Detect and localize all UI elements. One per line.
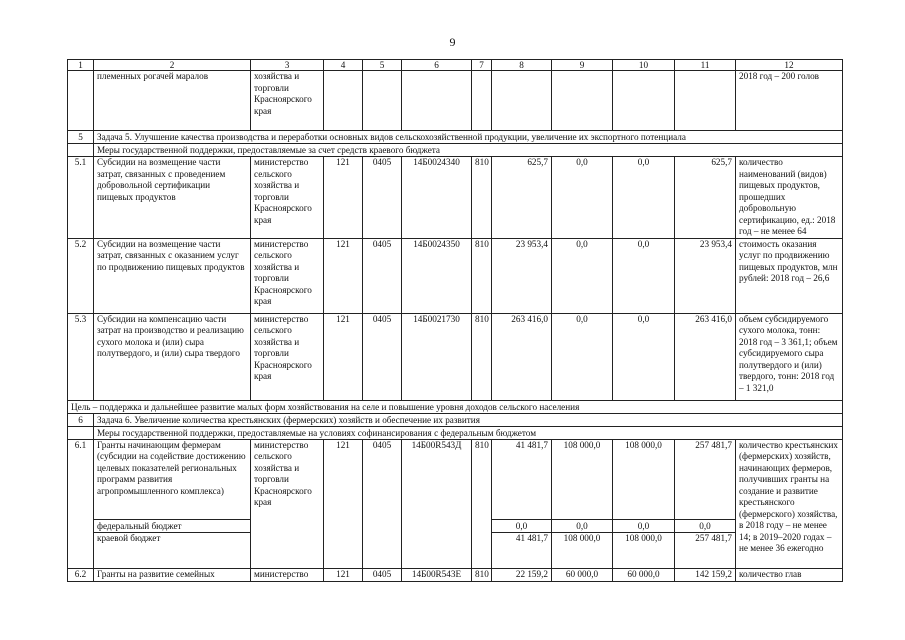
col-header: 1 xyxy=(68,60,94,71)
fed-2018: 0,0 xyxy=(492,519,552,532)
value-2019: 60 000,0 xyxy=(552,568,613,581)
table-row xyxy=(68,313,843,400)
value-total: 257 481,7 xyxy=(675,439,736,519)
table-row xyxy=(68,157,843,239)
fed-2020: 0,0 xyxy=(613,519,675,532)
value-2020: 60 000,0 xyxy=(613,568,675,581)
csr-code: 14Б0024340 xyxy=(402,157,472,239)
executor: министерство xyxy=(251,568,324,581)
measure-name: Субсидии на возмещение части затрат, связанных с проведением добровольной сертификации пищевых продуктов xyxy=(94,157,251,239)
budget-label: краевой бюджет xyxy=(94,532,251,568)
value-total: 625,7 xyxy=(675,157,736,239)
csr-code: 14Б00R543Д xyxy=(402,439,472,568)
measures-row xyxy=(68,426,843,439)
measures-title: Меры государственной поддержки, предоставляемые за счет средств краевого бюджета xyxy=(94,144,843,157)
reg-2019: 108 000,0 xyxy=(552,532,613,568)
budget-label: федеральный бюджет xyxy=(94,519,251,532)
table-row xyxy=(68,71,843,131)
expected-result: количество наименований (видов) пищевых продуктов, прошедших добровольную сертификацию, ед.: 2018 год – не менее 64 xyxy=(736,157,843,239)
value-2020: 0,0 xyxy=(613,157,675,239)
value-2018: 263 416,0 xyxy=(492,313,552,400)
executor: министерство сельского хозяйства и торговли Красноярского края xyxy=(251,238,324,313)
grbs-code: 121 xyxy=(324,157,363,239)
value-2018: 41 481,7 xyxy=(492,439,552,519)
section-row xyxy=(68,131,843,144)
expected-result: количество крестьянских (фермерских) хозяйств, начинающих фермеров, получивших гранты на создание и развитие крестьянского (фермерского) хозяйства, в 2018 году – не менее 14; в 2019–2020 годах – не менее 36 ежегодно xyxy=(736,439,843,568)
value-total: 23 953,4 xyxy=(675,238,736,313)
measures-title: Меры государственной поддержки, предоставляемые на условиях софинансирования с федеральным бюджетом xyxy=(94,426,843,439)
vr-code: 810 xyxy=(472,313,492,400)
value-2019: 108 000,0 xyxy=(552,439,613,519)
executor: министерство сельского хозяйства и торговли Красноярского края xyxy=(251,313,324,400)
section-row xyxy=(68,413,843,426)
table-row xyxy=(68,568,843,581)
value-2018: 22 159,2 xyxy=(492,568,552,581)
col-header: 10 xyxy=(613,60,675,71)
value-2020: 108 000,0 xyxy=(613,439,675,519)
col-header: 5 xyxy=(363,60,402,71)
col-header: 12 xyxy=(736,60,843,71)
section-title: Задача 6. Увеличение количества крестьянских (фермерских) хозяйств и обеспечение их развития xyxy=(94,413,843,426)
program-table xyxy=(67,59,843,582)
value-total: 142 159,2 xyxy=(675,568,736,581)
grbs-code: 121 xyxy=(324,568,363,581)
value-2020: 0,0 xyxy=(613,313,675,400)
row-number: 6.1 xyxy=(68,439,94,568)
col-header: 3 xyxy=(251,60,324,71)
rzpr-code: 0405 xyxy=(363,238,402,313)
rzpr-code: 0405 xyxy=(363,439,402,568)
col-header: 7 xyxy=(472,60,492,71)
measure-name: Гранты на развитие семейных xyxy=(94,568,251,581)
goal-title: Цель – поддержка и дальнейшее развитие малых форм хозяйствования на селе и повышение уровня доходов сельского населения xyxy=(68,400,843,413)
table-row xyxy=(68,238,843,313)
grbs-code: 121 xyxy=(324,238,363,313)
csr-code: 14Б0024350 xyxy=(402,238,472,313)
vr-code: 810 xyxy=(472,568,492,581)
executor: министерство сельского хозяйства и торговли Красноярского края xyxy=(251,439,324,568)
measure-name: Гранты начинающим фермерам (субсидии на содействие достижению целевых показателей региональных программ развития агропромышленного комплекса) xyxy=(94,439,251,519)
value-2020: 0,0 xyxy=(613,238,675,313)
row-number: 5.3 xyxy=(68,313,94,400)
grbs-code: 121 xyxy=(324,313,363,400)
csr-code: 14Б00R543Е xyxy=(402,568,472,581)
value-total: 263 416,0 xyxy=(675,313,736,400)
expected-result: количество глав xyxy=(736,568,843,581)
reg-2018: 41 481,7 xyxy=(492,532,552,568)
section-number: 6 xyxy=(68,413,94,426)
grbs-code: 121 xyxy=(324,439,363,568)
value-2018: 625,7 xyxy=(492,157,552,239)
row-number: 5.2 xyxy=(68,238,94,313)
page-number: 9 xyxy=(449,35,456,49)
col-header: 11 xyxy=(675,60,736,71)
executor: хозяйства и торговли Красноярского края xyxy=(251,71,324,131)
measure-name: Субсидии на возмещение части затрат, связанных с оказанием услуг по продвижению пищевых продуктов xyxy=(94,238,251,313)
col-header: 8 xyxy=(492,60,552,71)
measure-name: племенных рогачей маралов xyxy=(94,71,251,131)
row-number: 6.2 xyxy=(68,568,94,581)
row-number: 5.1 xyxy=(68,157,94,239)
section-title: Задача 5. Улучшение качества производства и переработки основных видов сельскохозяйственной продукции, увеличение их экспортного потенциала xyxy=(94,131,843,144)
col-header: 2 xyxy=(94,60,251,71)
col-header: 9 xyxy=(552,60,613,71)
reg-2020: 108 000,0 xyxy=(613,532,675,568)
rzpr-code: 0405 xyxy=(363,568,402,581)
col-header: 4 xyxy=(324,60,363,71)
value-2019: 0,0 xyxy=(552,313,613,400)
expected-result: объем субсидируемого сухого молока, тонн: 2018 год – 3 361,1; объем субсидируемого сыра полутвердого и (или) твердого, тонн: 2018 год – 1 321,0 xyxy=(736,313,843,400)
vr-code: 810 xyxy=(472,439,492,568)
csr-code: 14Б0021730 xyxy=(402,313,472,400)
header-row xyxy=(68,60,843,71)
measures-row xyxy=(68,144,843,157)
fed-2019: 0,0 xyxy=(552,519,613,532)
reg-total: 257 481,7 xyxy=(675,532,736,568)
col-header: 6 xyxy=(402,60,472,71)
section-number: 5 xyxy=(68,131,94,144)
value-2019: 0,0 xyxy=(552,157,613,239)
value-2019: 0,0 xyxy=(552,238,613,313)
value-2018: 23 953,4 xyxy=(492,238,552,313)
expected-result: стоимость оказания услуг по продвижению пищевых продуктов, млн рублей: 2018 год – 26,6 xyxy=(736,238,843,313)
vr-code: 810 xyxy=(472,238,492,313)
executor: министерство сельского хозяйства и торговли Красноярского края xyxy=(251,157,324,239)
vr-code: 810 xyxy=(472,157,492,239)
table-row xyxy=(68,439,843,519)
goal-row xyxy=(68,400,843,413)
rzpr-code: 0405 xyxy=(363,313,402,400)
rzpr-code: 0405 xyxy=(363,157,402,239)
fed-total: 0,0 xyxy=(675,519,736,532)
measure-name: Субсидии на компенсацию части затрат на производство и реализацию сухого молока и (или) сыра полутвердого, и (или) сыра твердого xyxy=(94,313,251,400)
expected-result: 2018 год – 200 голов xyxy=(736,71,843,131)
